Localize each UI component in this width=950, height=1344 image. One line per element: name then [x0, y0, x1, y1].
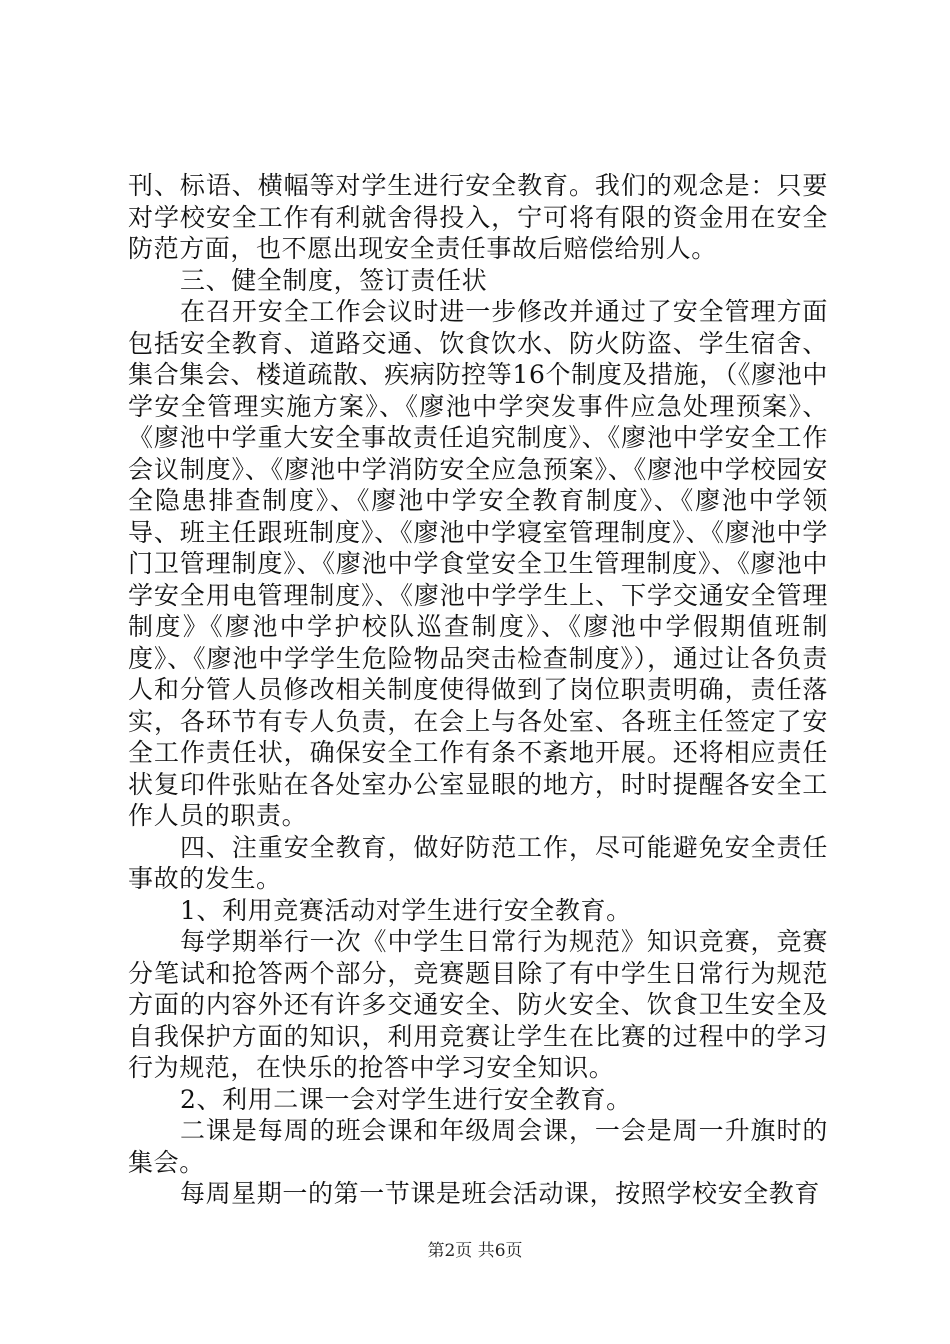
paragraph: 每学期举行一次《中学生日常行为规范》知识竞赛，竞赛分笔试和抢答两个部分，竞赛题目除了有中学生日常行为规范方面的内容外还有许多交通安全、防火安全、饮食卫生安全及自我保护方面的知识，利用竞赛让学生在比赛的过程中的学习行为规范，在快乐的抢答中学习安全知识。 [128, 927, 828, 1082]
subsection-heading: 1、利用竞赛活动对学生进行安全教育。 [180, 895, 632, 925]
paragraph: 刊、标语、横幅等对学生进行安全教育。我们的观念是：只要对学校安全工作有利就舍得投入，宁可将有限的资金用在安全防范方面，也不愿出现安全责任事故后赔偿给别人。 [128, 171, 828, 263]
paragraph: 二课是每周的班会课和年级周会课，一会是周一升旗时的集会。 [128, 1116, 828, 1177]
page-footer [0, 1236, 950, 1261]
subsection-heading: 2、利用二课一会对学生进行安全教育。 [180, 1084, 632, 1114]
body-text [128, 170, 828, 1210]
paragraph: 在召开安全工作会议时进一步修改并通过了安全管理方面包括安全教育、道路交通、饮食饮水、防火防盗、学生宿舍、集合集会、楼道疏散、疾病防控等16个制度及措施，（《廖池中学安全管理实施方案》、《廖池中学突发事件应急处理预案》、《廖池中学重大安全事故责任追究制度》、《廖池中学安全工作会议制度》、《廖池中学消防安全应急预案》、《廖池中学校园安全隐患排查制度》、《廖池中学安全教育制度》、《廖池中学领导、班主任跟班制度》、《廖池中学寝室管理制度》、《廖池中学门卫管理制度》、《廖池中学食堂安全卫生管理制度》、《廖池中学安全用电管理制度》、《廖池中学学生上、下学交通安全管理制度》《廖池中学护校队巡查制度》、《廖池中学假期值班制度》、《廖池中学学生危险物品突击检查制度》），通过让各负责人和分管人员修改相关制度使得做到了岗位职责明确，责任落实，各环节有专人负责，在会上与各处室、各班主任签定了安全工作责任状，确保安全工作有条不紊地开展。还将相应责任状复印件张贴在各处室办公室显眼的地方，时时提醒各安全工作人员的职责。 [128, 297, 828, 830]
section-heading: 三、健全制度，签订责任状 [180, 265, 488, 295]
paragraph: 每周星期一的第一节课是班会活动课，按照学校安全教育 [180, 1179, 821, 1208]
page-number: 第2页 共6页 [427, 1241, 523, 1261]
section-heading: 四、注重安全教育，做好防范工作，尽可能避免安全责任事故的发生。 [128, 832, 828, 893]
